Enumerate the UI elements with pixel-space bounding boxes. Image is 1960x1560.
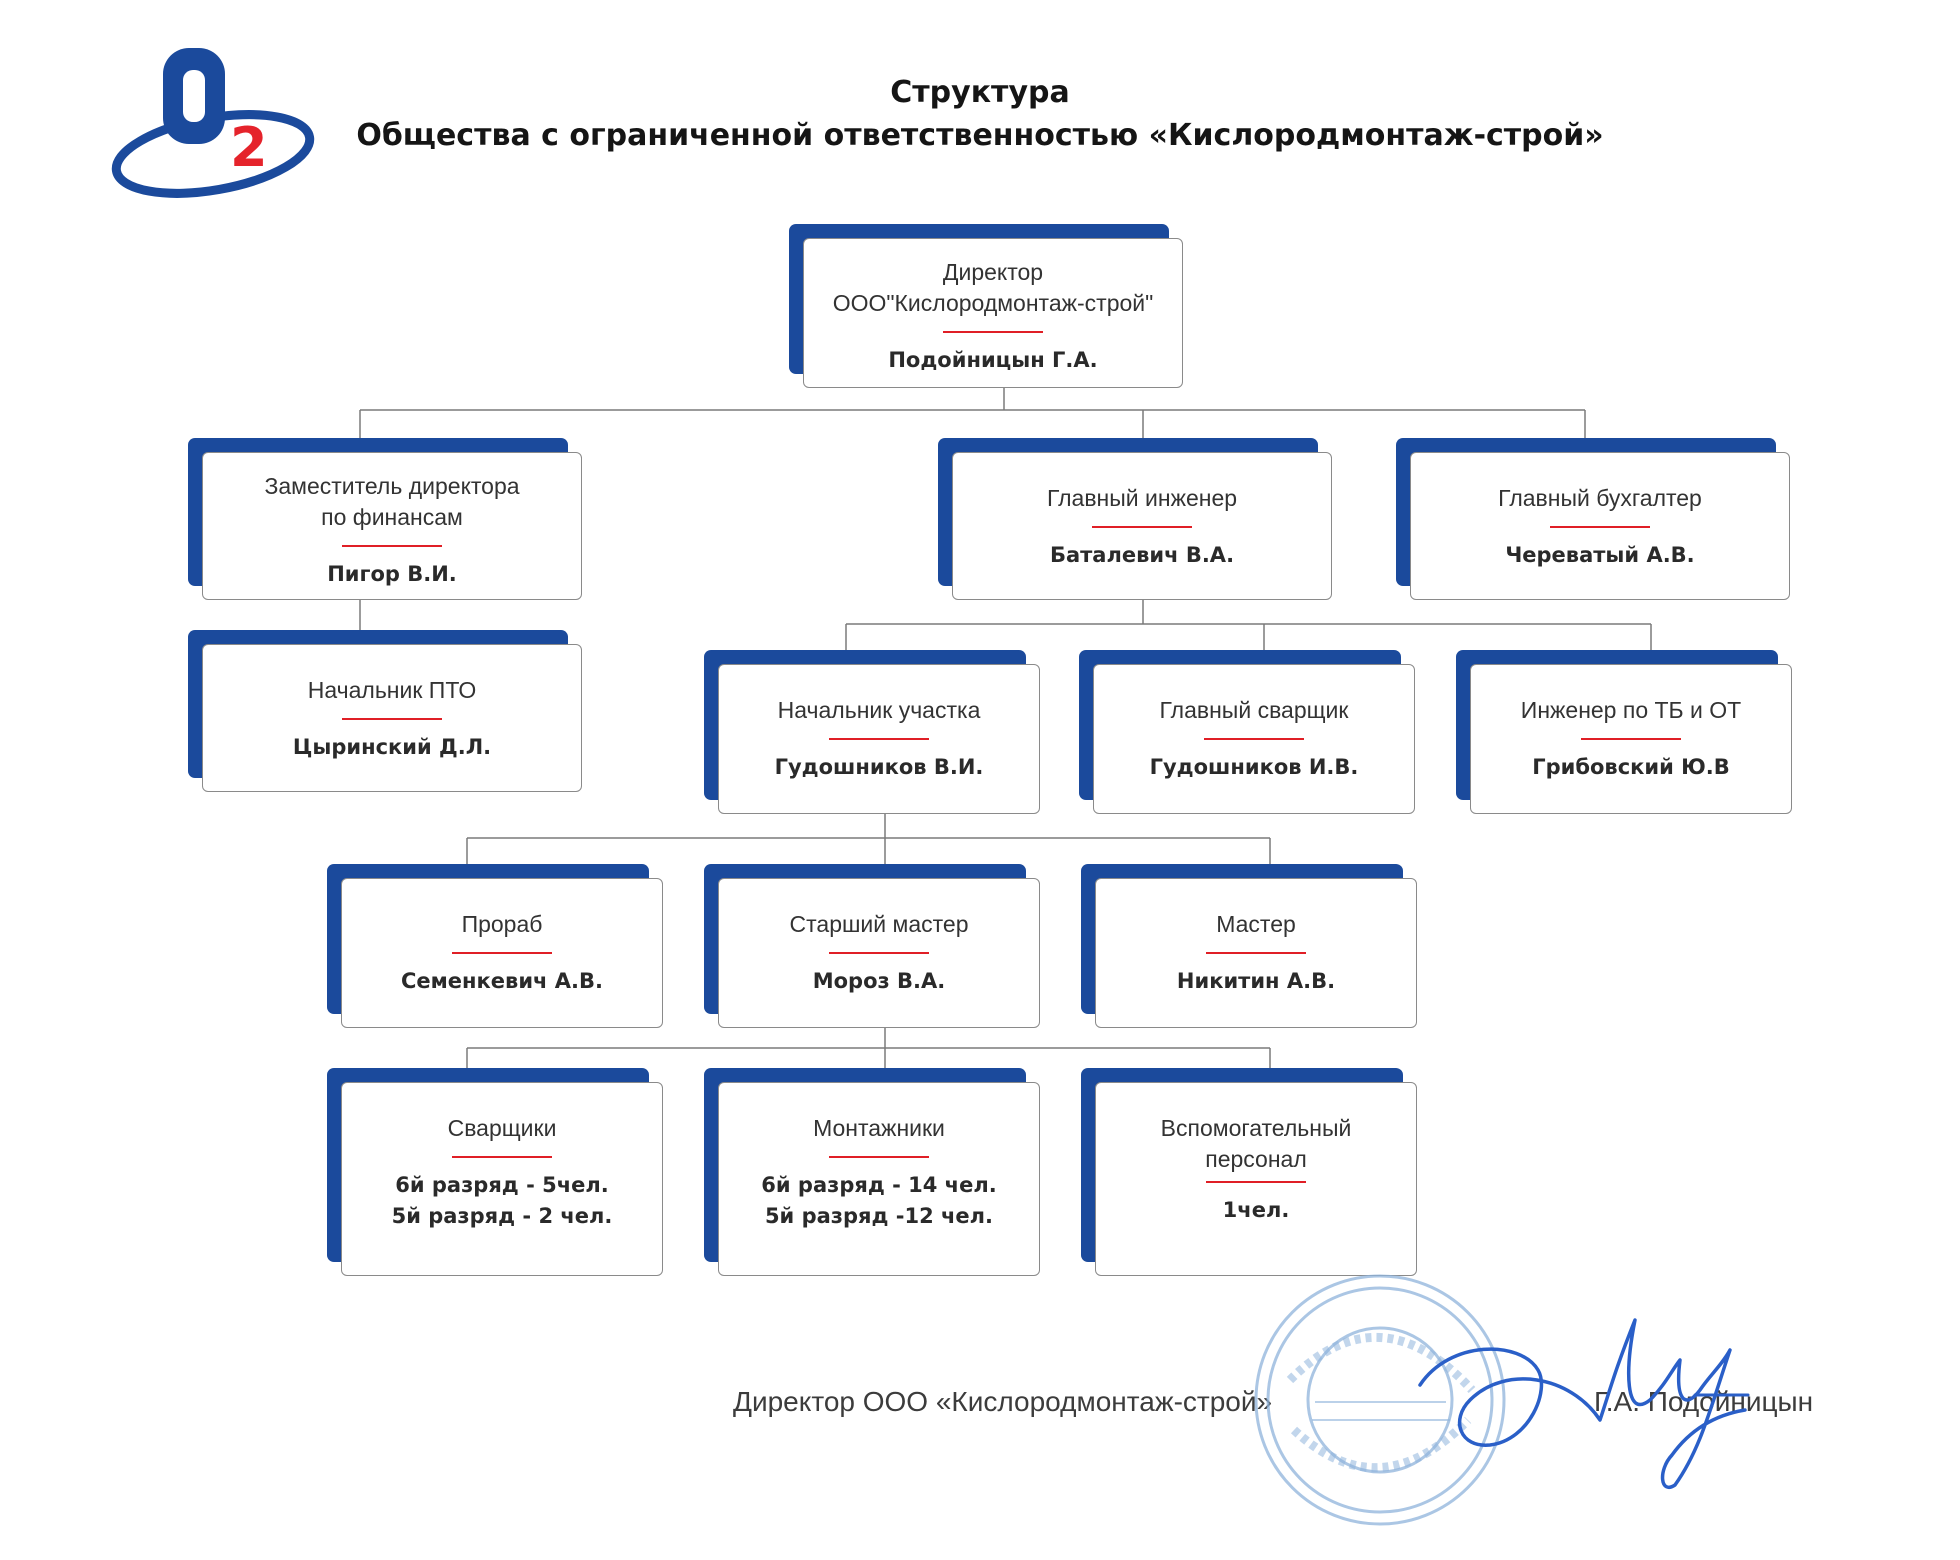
red-divider <box>829 952 929 954</box>
node-role: Инженер по ТБ и ОТ <box>1520 697 1742 723</box>
org-node-chief-welder <box>1093 664 1415 814</box>
red-divider <box>1581 738 1681 740</box>
red-divider <box>342 718 442 720</box>
node-name: 6й разряд - 14 чел. 5й разряд -12 чел. <box>761 1173 997 1228</box>
node-role: Начальник участка <box>777 697 981 723</box>
org-node-foreman <box>341 878 663 1028</box>
red-divider <box>1206 952 1306 954</box>
node-name: 6й разряд - 5чел. 5й разряд - 2 чел. <box>391 1173 613 1228</box>
org-node-director <box>803 238 1183 388</box>
org-node-chief-accountant <box>1410 452 1790 600</box>
node-name: Баталевич В.А. <box>1049 543 1235 567</box>
node-name: Мороз В.А. <box>812 969 946 993</box>
node-name: Грибовский Ю.В <box>1532 755 1730 779</box>
org-node-site-manager <box>718 664 1040 814</box>
node-role: Заместитель директора по финансам <box>264 473 520 530</box>
signatory-title: Директор ООО «Кислородмонтаж-строй» <box>733 1386 1273 1417</box>
node-name: 1чел. <box>1222 1198 1290 1222</box>
signatory-name: Г.А. Подойницын <box>1594 1386 1814 1417</box>
org-node-senior-master <box>718 878 1040 1028</box>
org-node-safety-engineer <box>1470 664 1792 814</box>
node-role: Главный инженер <box>1046 485 1238 511</box>
node-role: Старший мастер <box>789 911 969 937</box>
node-name: Цыринский Д.Л. <box>292 735 492 759</box>
node-role: Прораб <box>461 911 543 937</box>
org-node-chief-engineer <box>952 452 1332 600</box>
red-divider <box>1092 526 1192 528</box>
org-node-deputy-finance <box>202 452 582 600</box>
node-name: Никитин А.В. <box>1176 969 1336 993</box>
node-role: Вспомогательный персонал <box>1160 1115 1352 1172</box>
director-signature <box>1410 1280 1750 1500</box>
node-role: Начальник ПТО <box>307 677 477 703</box>
red-divider <box>342 545 442 547</box>
red-divider <box>1204 738 1304 740</box>
node-name: Череватый А.В. <box>1505 543 1695 567</box>
node-role: Директор ООО"Кислородмонтаж-строй" <box>832 259 1154 316</box>
svg-text:2: 2 <box>230 116 268 179</box>
org-node-welders <box>341 1082 663 1276</box>
org-node-support-staff <box>1095 1082 1417 1276</box>
page-subtitle: Общества с ограниченной ответственностью «Кислородмонтаж-строй» <box>356 118 1604 153</box>
node-name: Пигор В.И. <box>327 562 457 586</box>
org-node-head-pto <box>202 644 582 792</box>
node-role: Главный сварщик <box>1159 697 1349 723</box>
node-name: Гудошников В.И. <box>774 755 984 779</box>
red-divider <box>829 738 929 740</box>
red-divider <box>943 331 1043 333</box>
red-divider <box>1206 1181 1306 1183</box>
page-title: Структура <box>890 75 1070 110</box>
node-name: Семенкевич А.В. <box>400 969 603 993</box>
node-role: Главный бухгалтер <box>1498 485 1702 511</box>
node-name: Подойницын Г.А. <box>888 348 1098 372</box>
node-role: Мастер <box>1216 911 1296 937</box>
org-node-master <box>1095 878 1417 1028</box>
red-divider <box>452 952 552 954</box>
red-divider <box>829 1156 929 1158</box>
red-divider <box>1550 526 1650 528</box>
org-node-installers <box>718 1082 1040 1276</box>
red-divider <box>452 1156 552 1158</box>
node-role: Сварщики <box>447 1115 557 1141</box>
node-role: Монтажники <box>813 1115 945 1141</box>
node-name: Гудошников И.В. <box>1149 755 1359 779</box>
